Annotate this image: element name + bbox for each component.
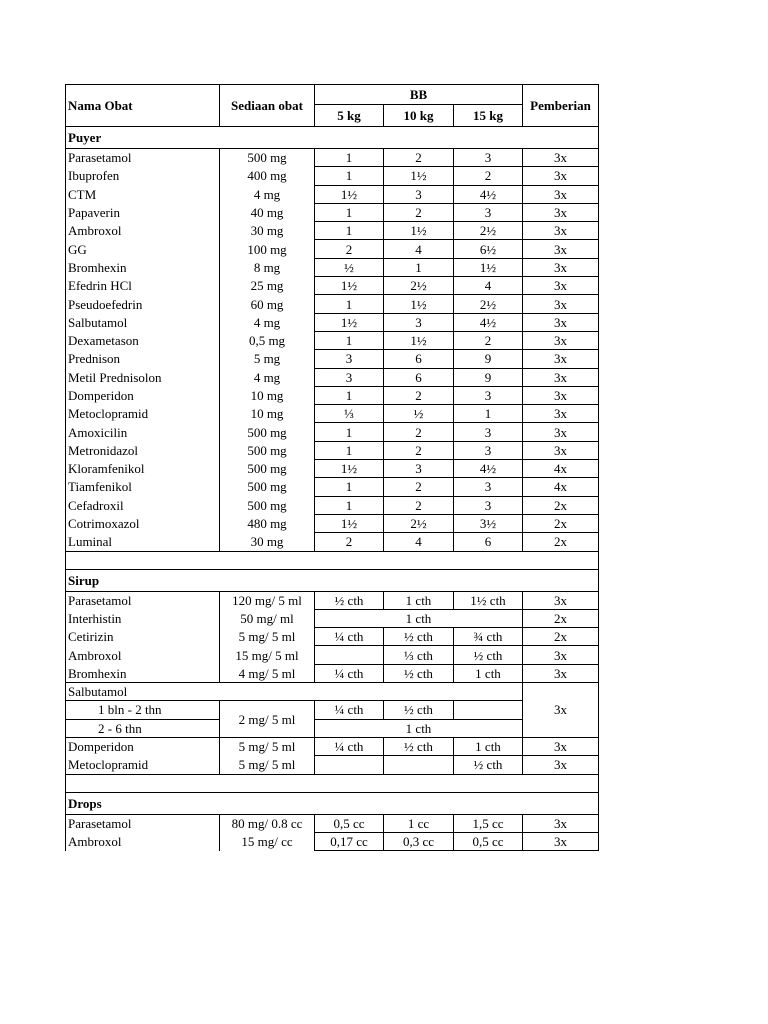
sediaan: 25 mg xyxy=(220,277,315,295)
table-row xyxy=(66,149,599,167)
header-10kg: 10 kg xyxy=(384,105,454,127)
dose-15kg: 3 xyxy=(454,441,523,459)
section-title-drops: Drops xyxy=(66,792,599,814)
sediaan: 480 mg xyxy=(220,514,315,532)
header-sediaan-obat: Sediaan obat xyxy=(220,85,315,127)
dose-5kg: 1 xyxy=(315,496,384,514)
dose-10kg: 2 xyxy=(384,478,454,496)
pemberian: 3x xyxy=(523,591,599,609)
pemberian: 4x xyxy=(523,478,599,496)
drug-name: Interhistin xyxy=(66,609,220,627)
blank-cell xyxy=(66,551,599,569)
sediaan: 50 mg/ ml xyxy=(220,609,315,627)
spacer-row-sirup xyxy=(66,774,599,792)
table-row xyxy=(66,405,599,423)
dose-15kg: 4½ xyxy=(454,460,523,478)
pemberian: 3x xyxy=(523,277,599,295)
sediaan: 5 mg/ 5 ml xyxy=(220,737,315,755)
table-row xyxy=(66,737,599,755)
pemberian: 3x xyxy=(523,646,599,664)
dose-5kg: 0,5 cc xyxy=(315,814,384,832)
dose-10kg: 1 cc xyxy=(384,814,454,832)
header-pemberian: Pemberian xyxy=(523,85,599,127)
table-row xyxy=(66,277,599,295)
pemberian: 3x xyxy=(523,258,599,276)
dose-5kg: 1 xyxy=(315,295,384,313)
drug-name: Bromhexin xyxy=(66,258,220,276)
dose-10kg: ½ cth xyxy=(384,701,454,719)
dose-10kg: 2 xyxy=(384,441,454,459)
pemberian: 3x xyxy=(523,814,599,832)
dose-5kg: 1 xyxy=(315,149,384,167)
dose-10kg: 2 xyxy=(384,496,454,514)
table-row xyxy=(66,295,599,313)
header-row-top xyxy=(66,85,599,105)
sediaan: 5 mg/ 5 ml xyxy=(220,756,315,774)
drug-name: Domperidon xyxy=(66,386,220,404)
table-row xyxy=(66,423,599,441)
pemberian: 2x xyxy=(523,609,599,627)
table-row xyxy=(66,203,599,221)
dose-10kg: 3 xyxy=(384,460,454,478)
dose-10kg: ½ cth xyxy=(384,737,454,755)
dose-5kg: ¼ cth xyxy=(315,628,384,646)
dose-10kg: ½ cth xyxy=(384,664,454,682)
dose-10kg: 1 cth xyxy=(384,591,454,609)
pemberian: 3x xyxy=(523,149,599,167)
table-row xyxy=(66,478,599,496)
table-row xyxy=(66,628,599,646)
dose-10kg xyxy=(384,756,454,774)
sediaan: 8 mg xyxy=(220,258,315,276)
dose-15kg: 2½ xyxy=(454,222,523,240)
sediaan: 15 mg/ cc xyxy=(220,832,315,850)
drug-name: Ambroxol xyxy=(66,646,220,664)
pemberian: 2x xyxy=(523,533,599,551)
table-row xyxy=(66,609,599,627)
dose-10kg: 1½ xyxy=(384,295,454,313)
sediaan: 4 mg xyxy=(220,368,315,386)
sediaan: 500 mg xyxy=(220,423,315,441)
dose-15kg: 6 xyxy=(454,533,523,551)
dose-5kg: 1½ xyxy=(315,277,384,295)
dose-5kg xyxy=(315,646,384,664)
dose-10kg: 2 xyxy=(384,203,454,221)
dose-all-weights: 1 cth xyxy=(315,719,523,737)
dose-5kg: 3 xyxy=(315,368,384,386)
table-row xyxy=(66,832,599,850)
table-row xyxy=(66,240,599,258)
table-row xyxy=(66,167,599,185)
sediaan: 2 mg/ 5 ml xyxy=(220,701,315,738)
drug-name: Metoclopramid xyxy=(66,756,220,774)
dose-15kg: 3 xyxy=(454,496,523,514)
sediaan: 500 mg xyxy=(220,478,315,496)
sediaan: 60 mg xyxy=(220,295,315,313)
sediaan: 500 mg xyxy=(220,496,315,514)
dose-10kg: 3 xyxy=(384,313,454,331)
dose-15kg: 3 xyxy=(454,478,523,496)
drug-name: Ambroxol xyxy=(66,832,220,850)
dose-5kg: 1 xyxy=(315,386,384,404)
dose-15kg: 3 xyxy=(454,203,523,221)
header-nama-obat: Nama Obat xyxy=(66,85,220,127)
table-row xyxy=(66,533,599,551)
dosage-table xyxy=(65,84,599,851)
sediaan: 10 mg xyxy=(220,386,315,404)
dose-5kg: 1 xyxy=(315,167,384,185)
dose-5kg: ⅓ xyxy=(315,405,384,423)
dose-5kg: ¼ cth xyxy=(315,737,384,755)
pemberian: 2x xyxy=(523,628,599,646)
sediaan: 5 mg xyxy=(220,350,315,368)
dose-10kg: 2 xyxy=(384,386,454,404)
pemberian: 3x xyxy=(523,832,599,850)
pemberian: 3x xyxy=(523,331,599,349)
pemberian: 4x xyxy=(523,460,599,478)
dose-5kg: 3 xyxy=(315,350,384,368)
dose-10kg: ½ xyxy=(384,405,454,423)
drug-name: Prednison xyxy=(66,350,220,368)
drug-name: Parasetamol xyxy=(66,149,220,167)
table-row xyxy=(66,701,599,719)
sediaan: 500 mg xyxy=(220,441,315,459)
table-row xyxy=(66,386,599,404)
dose-15kg: 1½ cth xyxy=(454,591,523,609)
dose-10kg: 1½ xyxy=(384,167,454,185)
dose-5kg: ½ xyxy=(315,258,384,276)
drug-name: Luminal xyxy=(66,533,220,551)
drug-name: Parasetamol xyxy=(66,814,220,832)
sediaan: 30 mg xyxy=(220,533,315,551)
drug-name: Salbutamol xyxy=(66,313,220,331)
dose-10kg: 1 xyxy=(384,258,454,276)
dose-15kg: 9 xyxy=(454,368,523,386)
dose-15kg: 2 xyxy=(454,331,523,349)
dose-15kg: 1,5 cc xyxy=(454,814,523,832)
pemberian: 3x xyxy=(523,441,599,459)
dose-15kg: 4 xyxy=(454,277,523,295)
drug-name: Metoclopramid xyxy=(66,405,220,423)
dose-all-weights: 1 cth xyxy=(315,609,523,627)
dose-10kg: 6 xyxy=(384,368,454,386)
dose-15kg: 4½ xyxy=(454,313,523,331)
dosage-table-body xyxy=(66,85,599,851)
dose-15kg xyxy=(454,701,523,719)
drug-name: Kloramfenikol xyxy=(66,460,220,478)
section-row-sirup xyxy=(66,569,599,591)
dose-5kg: 2 xyxy=(315,533,384,551)
dose-15kg: 2½ xyxy=(454,295,523,313)
dose-10kg: 2½ xyxy=(384,277,454,295)
drug-name: Papaverin xyxy=(66,203,220,221)
drug-name: Ambroxol xyxy=(66,222,220,240)
drug-name: Cotrimoxazol xyxy=(66,514,220,532)
pemberian: 3x xyxy=(523,756,599,774)
table-row xyxy=(66,591,599,609)
dose-15kg: ¾ cth xyxy=(454,628,523,646)
section-row-drops xyxy=(66,792,599,814)
drug-name: Pseudoefedrin xyxy=(66,295,220,313)
drug-name: Domperidon xyxy=(66,737,220,755)
header-15kg: 15 kg xyxy=(454,105,523,127)
pemberian: 3x xyxy=(523,167,599,185)
dose-15kg: 1½ xyxy=(454,258,523,276)
dose-15kg: 3½ xyxy=(454,514,523,532)
dose-10kg: 2 xyxy=(384,423,454,441)
table-row xyxy=(66,814,599,832)
dose-5kg: 0,17 cc xyxy=(315,832,384,850)
sediaan: 100 mg xyxy=(220,240,315,258)
table-row xyxy=(66,683,599,701)
dose-5kg: 1 xyxy=(315,441,384,459)
dose-10kg: ½ cth xyxy=(384,628,454,646)
drug-name: Bromhexin xyxy=(66,664,220,682)
blank-cell xyxy=(66,774,599,792)
dose-15kg: 6½ xyxy=(454,240,523,258)
sediaan: 30 mg xyxy=(220,222,315,240)
sediaan: 15 mg/ 5 ml xyxy=(220,646,315,664)
dose-15kg: 1 cth xyxy=(454,737,523,755)
pemberian: 3x xyxy=(523,737,599,755)
table-row xyxy=(66,185,599,203)
table-row xyxy=(66,514,599,532)
drug-name: Efedrin HCl xyxy=(66,277,220,295)
drug-name: Parasetamol xyxy=(66,591,220,609)
drug-name: Ibuprofen xyxy=(66,167,220,185)
table-row xyxy=(66,222,599,240)
table-row xyxy=(66,368,599,386)
dose-10kg: 1½ xyxy=(384,331,454,349)
dose-15kg: 0,5 cc xyxy=(454,832,523,850)
drug-name: Metronidazol xyxy=(66,441,220,459)
dose-5kg: 1 xyxy=(315,331,384,349)
dose-15kg: 9 xyxy=(454,350,523,368)
table-row xyxy=(66,441,599,459)
section-title-puyer: Puyer xyxy=(66,127,599,149)
dose-5kg: 1 xyxy=(315,423,384,441)
pemberian: 3x xyxy=(523,295,599,313)
pemberian: 3x xyxy=(523,240,599,258)
drug-name: Salbutamol xyxy=(66,683,523,701)
table-row xyxy=(66,646,599,664)
pemberian: 3x xyxy=(523,405,599,423)
dose-10kg: 6 xyxy=(384,350,454,368)
sediaan: 500 mg xyxy=(220,460,315,478)
dose-5kg: 2 xyxy=(315,240,384,258)
dose-15kg: 3 xyxy=(454,386,523,404)
header-5kg: 5 kg xyxy=(315,105,384,127)
pemberian: 2x xyxy=(523,496,599,514)
dose-5kg: ¼ cth xyxy=(315,664,384,682)
pemberian: 3x xyxy=(523,313,599,331)
drug-name: Amoxicilin xyxy=(66,423,220,441)
sediaan: 4 mg xyxy=(220,185,315,203)
sediaan: 0,5 mg xyxy=(220,331,315,349)
table-row xyxy=(66,313,599,331)
dose-5kg: ½ cth xyxy=(315,591,384,609)
drug-name: CTM xyxy=(66,185,220,203)
dose-10kg: 3 xyxy=(384,185,454,203)
sediaan: 400 mg xyxy=(220,167,315,185)
dose-15kg: 3 xyxy=(454,423,523,441)
pemberian: 3x xyxy=(523,386,599,404)
pemberian: 3x xyxy=(523,185,599,203)
dose-5kg: 1½ xyxy=(315,313,384,331)
dose-10kg: 2½ xyxy=(384,514,454,532)
pemberian: 3x xyxy=(523,423,599,441)
table-row xyxy=(66,350,599,368)
sediaan: 4 mg xyxy=(220,313,315,331)
sediaan: 500 mg xyxy=(220,149,315,167)
table-row xyxy=(66,664,599,682)
drug-name: Cetirizin xyxy=(66,628,220,646)
dose-5kg xyxy=(315,756,384,774)
dose-15kg: 2 xyxy=(454,167,523,185)
dose-5kg: 1½ xyxy=(315,514,384,532)
table-row xyxy=(66,331,599,349)
drug-name: GG xyxy=(66,240,220,258)
dose-5kg: ¼ cth xyxy=(315,701,384,719)
dose-10kg: 2 xyxy=(384,149,454,167)
pemberian: 3x xyxy=(523,350,599,368)
table-row xyxy=(66,496,599,514)
pemberian: 3x xyxy=(523,664,599,682)
dose-5kg: 1 xyxy=(315,478,384,496)
dose-15kg: ½ cth xyxy=(454,646,523,664)
spacer-row-puyer xyxy=(66,551,599,569)
pemberian: 2x xyxy=(523,514,599,532)
table-row xyxy=(66,258,599,276)
dose-5kg: 1½ xyxy=(315,460,384,478)
sediaan: 5 mg/ 5 ml xyxy=(220,628,315,646)
table-row xyxy=(66,719,599,737)
header-bb: BB xyxy=(315,85,523,105)
dose-10kg: 0,3 cc xyxy=(384,832,454,850)
table-row xyxy=(66,460,599,478)
drug-name: Dexametason xyxy=(66,331,220,349)
section-row-puyer xyxy=(66,127,599,149)
drug-name: Tiamfenikol xyxy=(66,478,220,496)
age-range: 2 - 6 thn xyxy=(66,719,220,737)
sediaan: 40 mg xyxy=(220,203,315,221)
pemberian: 3x xyxy=(523,683,599,738)
dose-15kg: ½ cth xyxy=(454,756,523,774)
table-row xyxy=(66,756,599,774)
age-range: 1 bln - 2 thn xyxy=(66,701,220,719)
dose-10kg: 1½ xyxy=(384,222,454,240)
dose-15kg: 1 xyxy=(454,405,523,423)
dose-5kg: 1 xyxy=(315,222,384,240)
dose-15kg: 4½ xyxy=(454,185,523,203)
sediaan: 120 mg/ 5 ml xyxy=(220,591,315,609)
drug-name: Cefadroxil xyxy=(66,496,220,514)
dose-10kg: 4 xyxy=(384,240,454,258)
pemberian: 3x xyxy=(523,203,599,221)
dose-5kg: 1½ xyxy=(315,185,384,203)
sediaan: 10 mg xyxy=(220,405,315,423)
pemberian: 3x xyxy=(523,222,599,240)
dose-15kg: 3 xyxy=(454,149,523,167)
dose-15kg: 1 cth xyxy=(454,664,523,682)
drug-name: Metil Prednisolon xyxy=(66,368,220,386)
section-title-sirup: Sirup xyxy=(66,569,599,591)
dose-10kg: 4 xyxy=(384,533,454,551)
pemberian: 3x xyxy=(523,368,599,386)
sediaan: 4 mg/ 5 ml xyxy=(220,664,315,682)
sediaan: 80 mg/ 0.8 cc xyxy=(220,814,315,832)
dose-10kg: ⅓ cth xyxy=(384,646,454,664)
dose-5kg: 1 xyxy=(315,203,384,221)
